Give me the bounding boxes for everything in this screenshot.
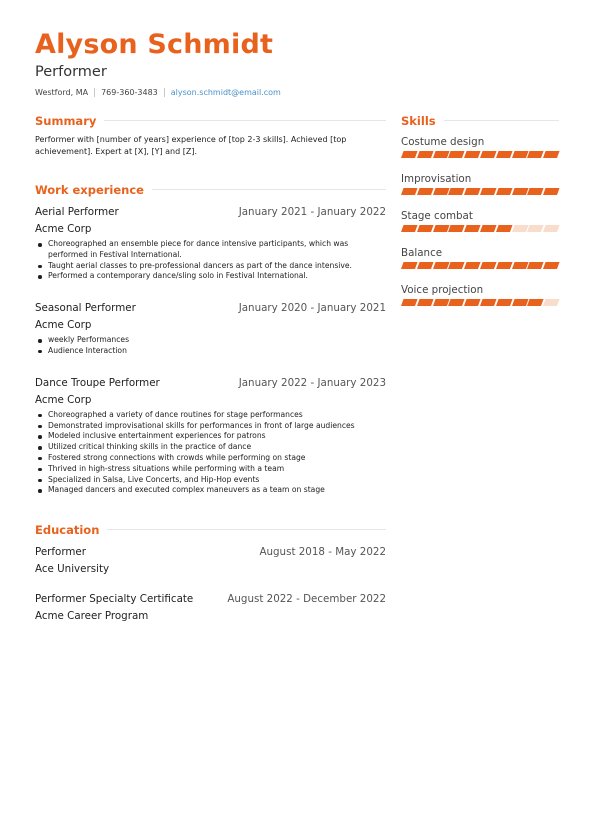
skill-level-bar	[401, 299, 559, 306]
skill-segment-filled	[417, 225, 433, 232]
contact-line	[35, 88, 281, 97]
skill-segment-filled	[480, 225, 496, 232]
skill-segment-filled	[448, 262, 464, 269]
candidate-name: Alyson Schmidt	[35, 29, 274, 60]
section-divider	[107, 529, 386, 530]
skill-segment-empty	[512, 225, 528, 232]
summary-header	[35, 112, 386, 129]
section-title: Skills	[401, 113, 436, 128]
skill-segment-filled	[464, 262, 480, 269]
list-item: Audience Interaction	[48, 346, 386, 357]
list-item: Performed a contemporary dance/sling solo in Festival International.	[48, 271, 386, 282]
skill-segment-filled	[433, 188, 449, 195]
job-title: Aerial Performer	[35, 206, 119, 218]
skill-segment-empty	[543, 299, 559, 306]
list-item: Demonstrated improvisational skills for performances in front of large audiences	[48, 421, 386, 432]
skill-segment-filled	[433, 225, 449, 232]
skill-segment-filled	[480, 262, 496, 269]
list-item: Utilized critical thinking skills in the practice of dance	[48, 442, 386, 453]
section-divider	[444, 120, 559, 121]
degree-title: Performer Specialty Certificate	[35, 593, 194, 606]
institution: Acme Career Program	[35, 610, 149, 623]
skill-segment-filled	[433, 299, 449, 306]
education-entry	[35, 593, 386, 622]
skill-item	[401, 136, 559, 158]
entry-heading	[35, 302, 386, 314]
work-entry	[35, 377, 386, 496]
list-item: Specialized in Salsa, Live Concerts, and Hip-Hop events	[48, 475, 386, 486]
skill-segment-filled	[512, 262, 528, 269]
skill-item	[401, 210, 559, 232]
education-header	[35, 521, 386, 538]
list-item: Thrived in high-stress situations while performing with a team	[48, 464, 386, 475]
job-date: January 2020 - January 2021	[238, 302, 386, 315]
list-item: Choreographed an ensemble piece for dance intensive participants, which was performed in Festival International.	[48, 239, 386, 261]
skill-segment-filled	[417, 151, 433, 158]
summary-section	[35, 112, 386, 157]
list-item: weekly Performances	[48, 335, 386, 346]
skill-segment-filled	[464, 225, 480, 232]
list-item: Managed dancers and executed complex maneuvers as a team on stage	[48, 485, 386, 496]
skill-item	[401, 247, 559, 269]
entry-heading	[35, 206, 386, 218]
skill-level-bar	[401, 151, 559, 158]
skill-segment-filled	[496, 262, 512, 269]
education-section	[35, 521, 386, 622]
list-item: Taught aerial classes to pre-professional dancers as part of the dance intensive.	[48, 261, 386, 272]
work-section	[35, 181, 386, 496]
list-item: Choreographed a variety of dance routines for stage performances	[48, 410, 386, 421]
list-item: Fostered strong connections with crowds while performing on stage	[48, 453, 386, 464]
skill-segment-empty	[527, 225, 543, 232]
entry-heading	[35, 546, 386, 558]
skill-segment-filled	[401, 225, 417, 232]
education-entry	[35, 546, 386, 575]
email-link[interactable]: alyson.schmidt@email.com	[170, 88, 281, 97]
skill-segment-filled	[464, 151, 480, 158]
skill-segment-filled	[512, 299, 528, 306]
skill-segment-filled	[496, 151, 512, 158]
job-bullets	[35, 239, 386, 282]
degree-date: August 2022 - December 2022	[227, 593, 386, 606]
main-column	[35, 112, 386, 622]
skill-segment-filled	[401, 262, 417, 269]
skill-segment-filled	[480, 151, 496, 158]
skill-segment-filled	[527, 151, 543, 158]
skill-segment-filled	[527, 188, 543, 195]
skill-segment-filled	[512, 188, 528, 195]
entry-heading	[35, 593, 386, 605]
work-entry	[35, 206, 386, 282]
job-title: Seasonal Performer	[35, 302, 136, 315]
list-item: Modeled inclusive entertainment experiences for patrons	[48, 431, 386, 442]
contact-divider	[94, 88, 95, 97]
skill-level-bar	[401, 188, 559, 195]
skill-segment-filled	[527, 299, 543, 306]
skill-name: Stage combat	[401, 210, 473, 222]
section-divider	[152, 189, 386, 190]
section-title: Work experience	[35, 182, 144, 197]
section-title: Education	[35, 522, 100, 537]
skill-segment-filled	[401, 188, 417, 195]
skill-segment-filled	[448, 299, 464, 306]
candidate-role: Performer	[35, 64, 107, 80]
employer: Acme Corp	[35, 319, 92, 332]
skill-item	[401, 173, 559, 195]
skill-name: Improvisation	[401, 173, 472, 185]
skill-segment-filled	[496, 225, 512, 232]
job-bullets	[35, 335, 386, 357]
skill-segment-filled	[543, 188, 559, 195]
skill-segment-filled	[543, 151, 559, 158]
skill-item	[401, 284, 559, 306]
skill-segment-filled	[464, 299, 480, 306]
skill-segment-filled	[401, 151, 417, 158]
degree-date: August 2018 - May 2022	[259, 546, 386, 559]
skill-segment-filled	[448, 188, 464, 195]
summary-text: Performer with [number of years] experience of [top 2-3 skills]. Achieved [top achievement]. Expert at [X], [Y] and [Z].	[35, 135, 347, 156]
job-title: Dance Troupe Performer	[35, 376, 160, 389]
job-bullets	[35, 410, 386, 496]
degree-title: Performer	[35, 546, 86, 559]
skill-segment-filled	[401, 299, 417, 306]
skill-segment-filled	[543, 262, 559, 269]
skill-segment-filled	[433, 262, 449, 269]
job-date: January 2021 - January 2022	[238, 206, 386, 218]
employer: Acme Corp	[35, 393, 92, 406]
skill-level-bar	[401, 262, 559, 269]
contact-divider	[164, 88, 165, 97]
skill-segment-filled	[417, 299, 433, 306]
skill-name: Costume design	[401, 136, 485, 148]
skill-segment-filled	[417, 262, 433, 269]
skill-name: Voice projection	[401, 284, 484, 296]
skill-segment-filled	[480, 299, 496, 306]
work-entry	[35, 302, 386, 357]
phone-text: 769-360-3483	[101, 88, 158, 97]
job-date: January 2022 - January 2023	[238, 376, 386, 389]
skill-level-bar	[401, 225, 559, 232]
skills-header	[401, 112, 559, 129]
skill-segment-filled	[448, 225, 464, 232]
work-header	[35, 181, 386, 198]
employer: Acme Corp	[35, 223, 92, 235]
entry-heading	[35, 377, 386, 389]
skill-segment-filled	[527, 262, 543, 269]
skill-segment-empty	[543, 225, 559, 232]
skill-name: Balance	[401, 247, 443, 259]
institution: Ace University	[35, 563, 110, 576]
skills-list	[401, 136, 559, 306]
skill-segment-filled	[448, 151, 464, 158]
section-divider	[104, 120, 386, 121]
location-text: Westford, MA	[35, 88, 89, 97]
section-title: Summary	[35, 113, 97, 128]
skill-segment-filled	[496, 299, 512, 306]
skill-segment-filled	[417, 188, 433, 195]
sidebar-column	[401, 112, 559, 306]
skill-segment-filled	[512, 151, 528, 158]
skill-segment-filled	[433, 151, 449, 158]
skill-segment-filled	[496, 188, 512, 195]
skill-segment-filled	[464, 188, 480, 195]
skill-segment-filled	[480, 188, 496, 195]
